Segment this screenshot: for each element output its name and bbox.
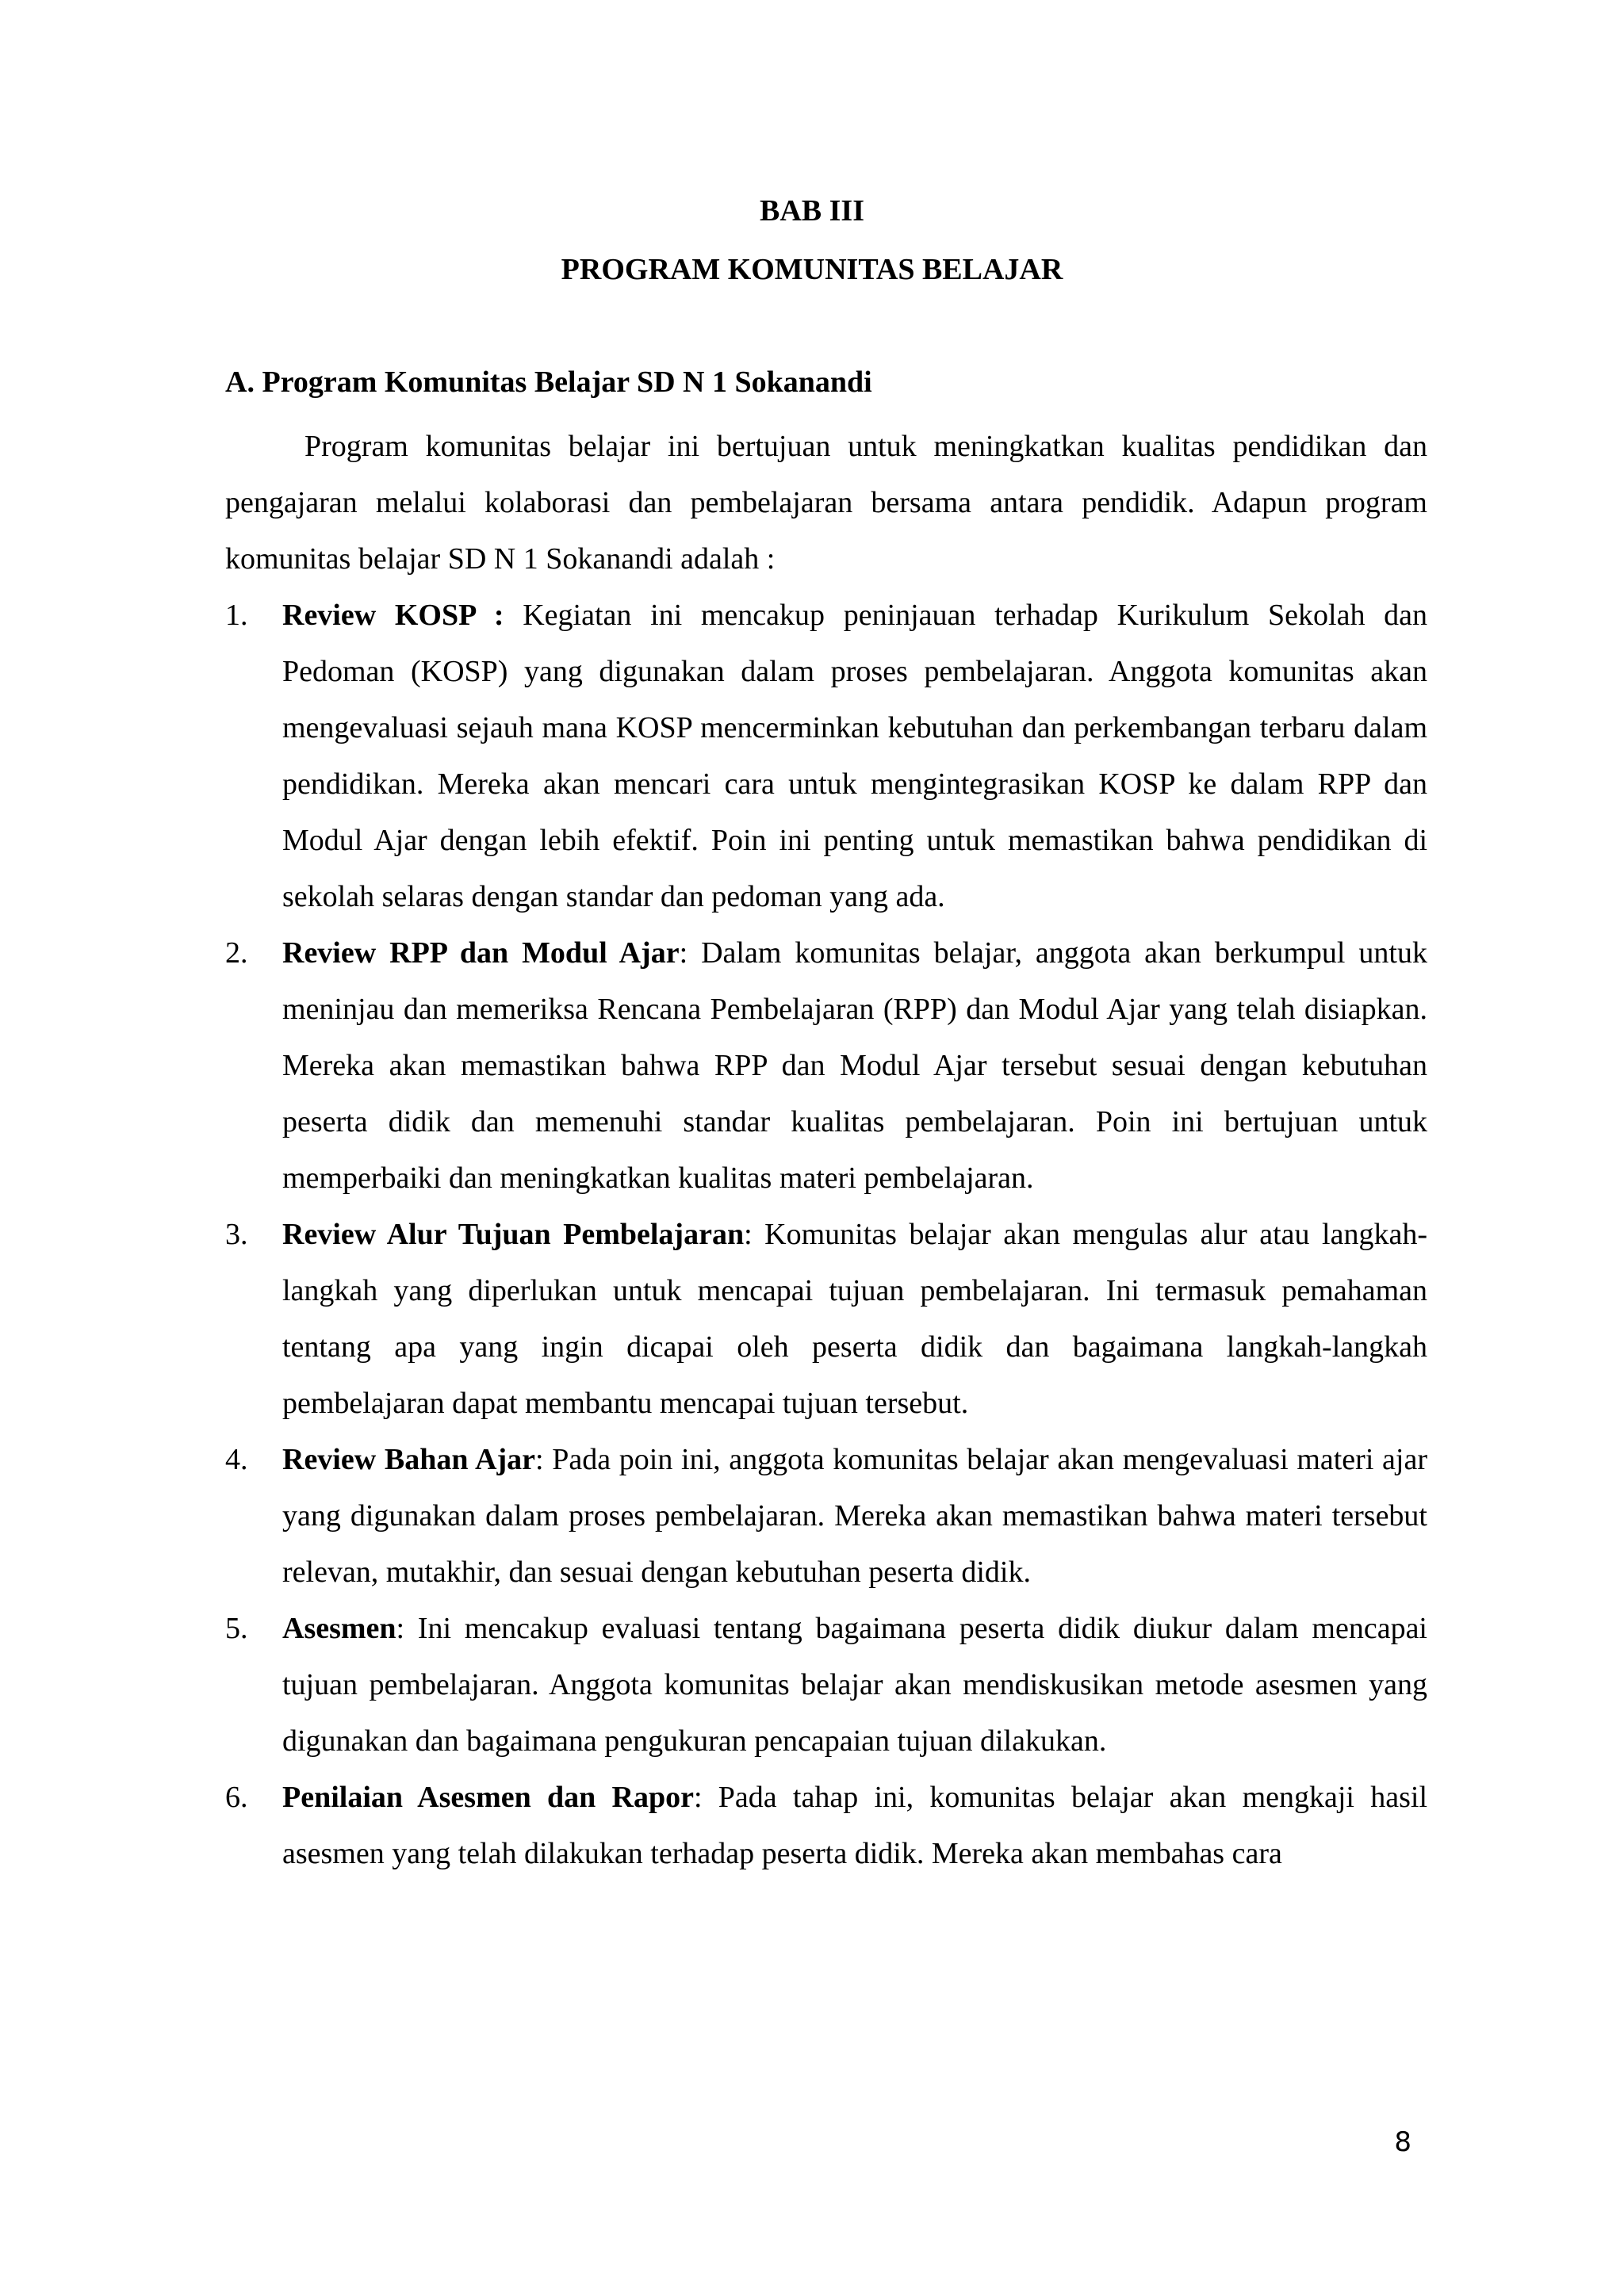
list-item-number: 2. xyxy=(225,936,248,970)
list-item-term: Review KOSP : xyxy=(282,599,504,632)
list-item-term: Penilaian Asesmen dan Rapor xyxy=(282,1781,694,1814)
list-item-body xyxy=(282,925,1427,1207)
list-item-body xyxy=(282,1770,1427,1882)
list-item xyxy=(225,1601,1427,1770)
list-item-body xyxy=(282,1432,1427,1601)
list-item-text: : Pada tahap ini, komunitas belajar akan mengkaji hasil asesmen yang telah dilakukan terhadap peserta didik. Mereka akan membahas cara xyxy=(282,1781,1428,1870)
page-number: 8 xyxy=(1394,2126,1411,2158)
list-item-number: 6. xyxy=(225,1781,248,1814)
list-item-body xyxy=(282,1601,1427,1770)
list-item-body xyxy=(282,587,1427,925)
list-item-term: Review Bahan Ajar xyxy=(282,1443,536,1476)
section-heading: A. Program Komunitas Belajar SD N 1 Sokanandi xyxy=(225,365,872,399)
list-item xyxy=(225,1770,1427,1882)
list-item-body xyxy=(282,1207,1427,1432)
list-item-text: : Pada poin ini, anggota komunitas belajar akan mengevaluasi materi ajar yang digunakan dalam proses pembelajaran. Mereka akan memastikan bahwa materi tersebut relevan, mutakhir, dan sesuai dengan kebutuhan peserta didik. xyxy=(282,1443,1428,1589)
list-item-text: : Dalam komunitas belajar, anggota akan berkumpul untuk meninjau dan memeriksa Rencana Pembelajaran (RPP) dan Modul Ajar yang telah disiapkan. Mereka akan memastikan bahwa RPP dan Modul Ajar tersebut sesuai dengan kebutuhan peserta didik dan memenuhi standar kualitas pembelajaran. Poin ini bertujuan untuk memperbaiki dan meningkatkan kualitas materi pembelajaran. xyxy=(282,936,1427,1195)
chapter-title: PROGRAM KOMUNITAS BELAJAR xyxy=(561,253,1063,286)
list-item-term: Asesmen xyxy=(282,1612,396,1645)
list-item-number: 4. xyxy=(225,1443,248,1476)
list-item xyxy=(225,925,1427,1207)
list-item-term: Review Alur Tujuan Pembelajaran xyxy=(282,1218,745,1251)
program-list xyxy=(225,587,1427,1882)
list-item-text: : Komunitas belajar akan mengulas alur atau langkah-langkah yang diperlukan untuk mencapai tujuan pembelajaran. Ini termasuk pemahaman tentang apa yang ingin dicapai oleh peserta didik dan bagaimana langkah-langkah pembelajaran dapat membantu mencapai tujuan tersebut. xyxy=(282,1218,1427,1420)
list-item xyxy=(225,1207,1427,1432)
list-item-text: Kegiatan ini mencakup peninjauan terhadap Kurikulum Sekolah dan Pedoman (KOSP) yang digunakan dalam proses pembelajaran. Anggota komunitas akan mengevaluasi sejauh mana KOSP mencerminkan kebutuhan dan perkembangan terbaru dalam pendidikan. Mereka akan mencari cara untuk mengintegrasikan KOSP ke dalam RPP dan Modul Ajar dengan lebih efektif. Poin ini penting untuk memastikan bahwa pendidikan di sekolah selaras dengan standar dan pedoman yang ada. xyxy=(282,599,1427,913)
intro-paragraph: Program komunitas belajar ini bertujuan untuk meningkatkan kualitas pendidikan dan pengajaran melalui kolaborasi dan pembelajaran bersama antara pendidik. Adapun program komunitas belajar SD N 1 Sokanandi adalah : xyxy=(225,430,1427,576)
list-item xyxy=(225,587,1427,925)
list-item-number: 1. xyxy=(225,599,248,632)
list-item-term: Review RPP dan Modul Ajar xyxy=(282,936,680,970)
list-item-number: 3. xyxy=(225,1218,248,1251)
list-item xyxy=(225,1432,1427,1601)
list-item-text: : Ini mencakup evaluasi tentang bagaimana peserta didik diukur dalam mencapai tujuan pembelajaran. Anggota komunitas belajar akan mendiskusikan metode asesmen yang digunakan dan bagaimana pengukuran pencapaian tujuan dilakukan. xyxy=(282,1612,1427,1758)
list-item-number: 5. xyxy=(225,1612,248,1645)
chapter-label: BAB III xyxy=(760,194,864,228)
